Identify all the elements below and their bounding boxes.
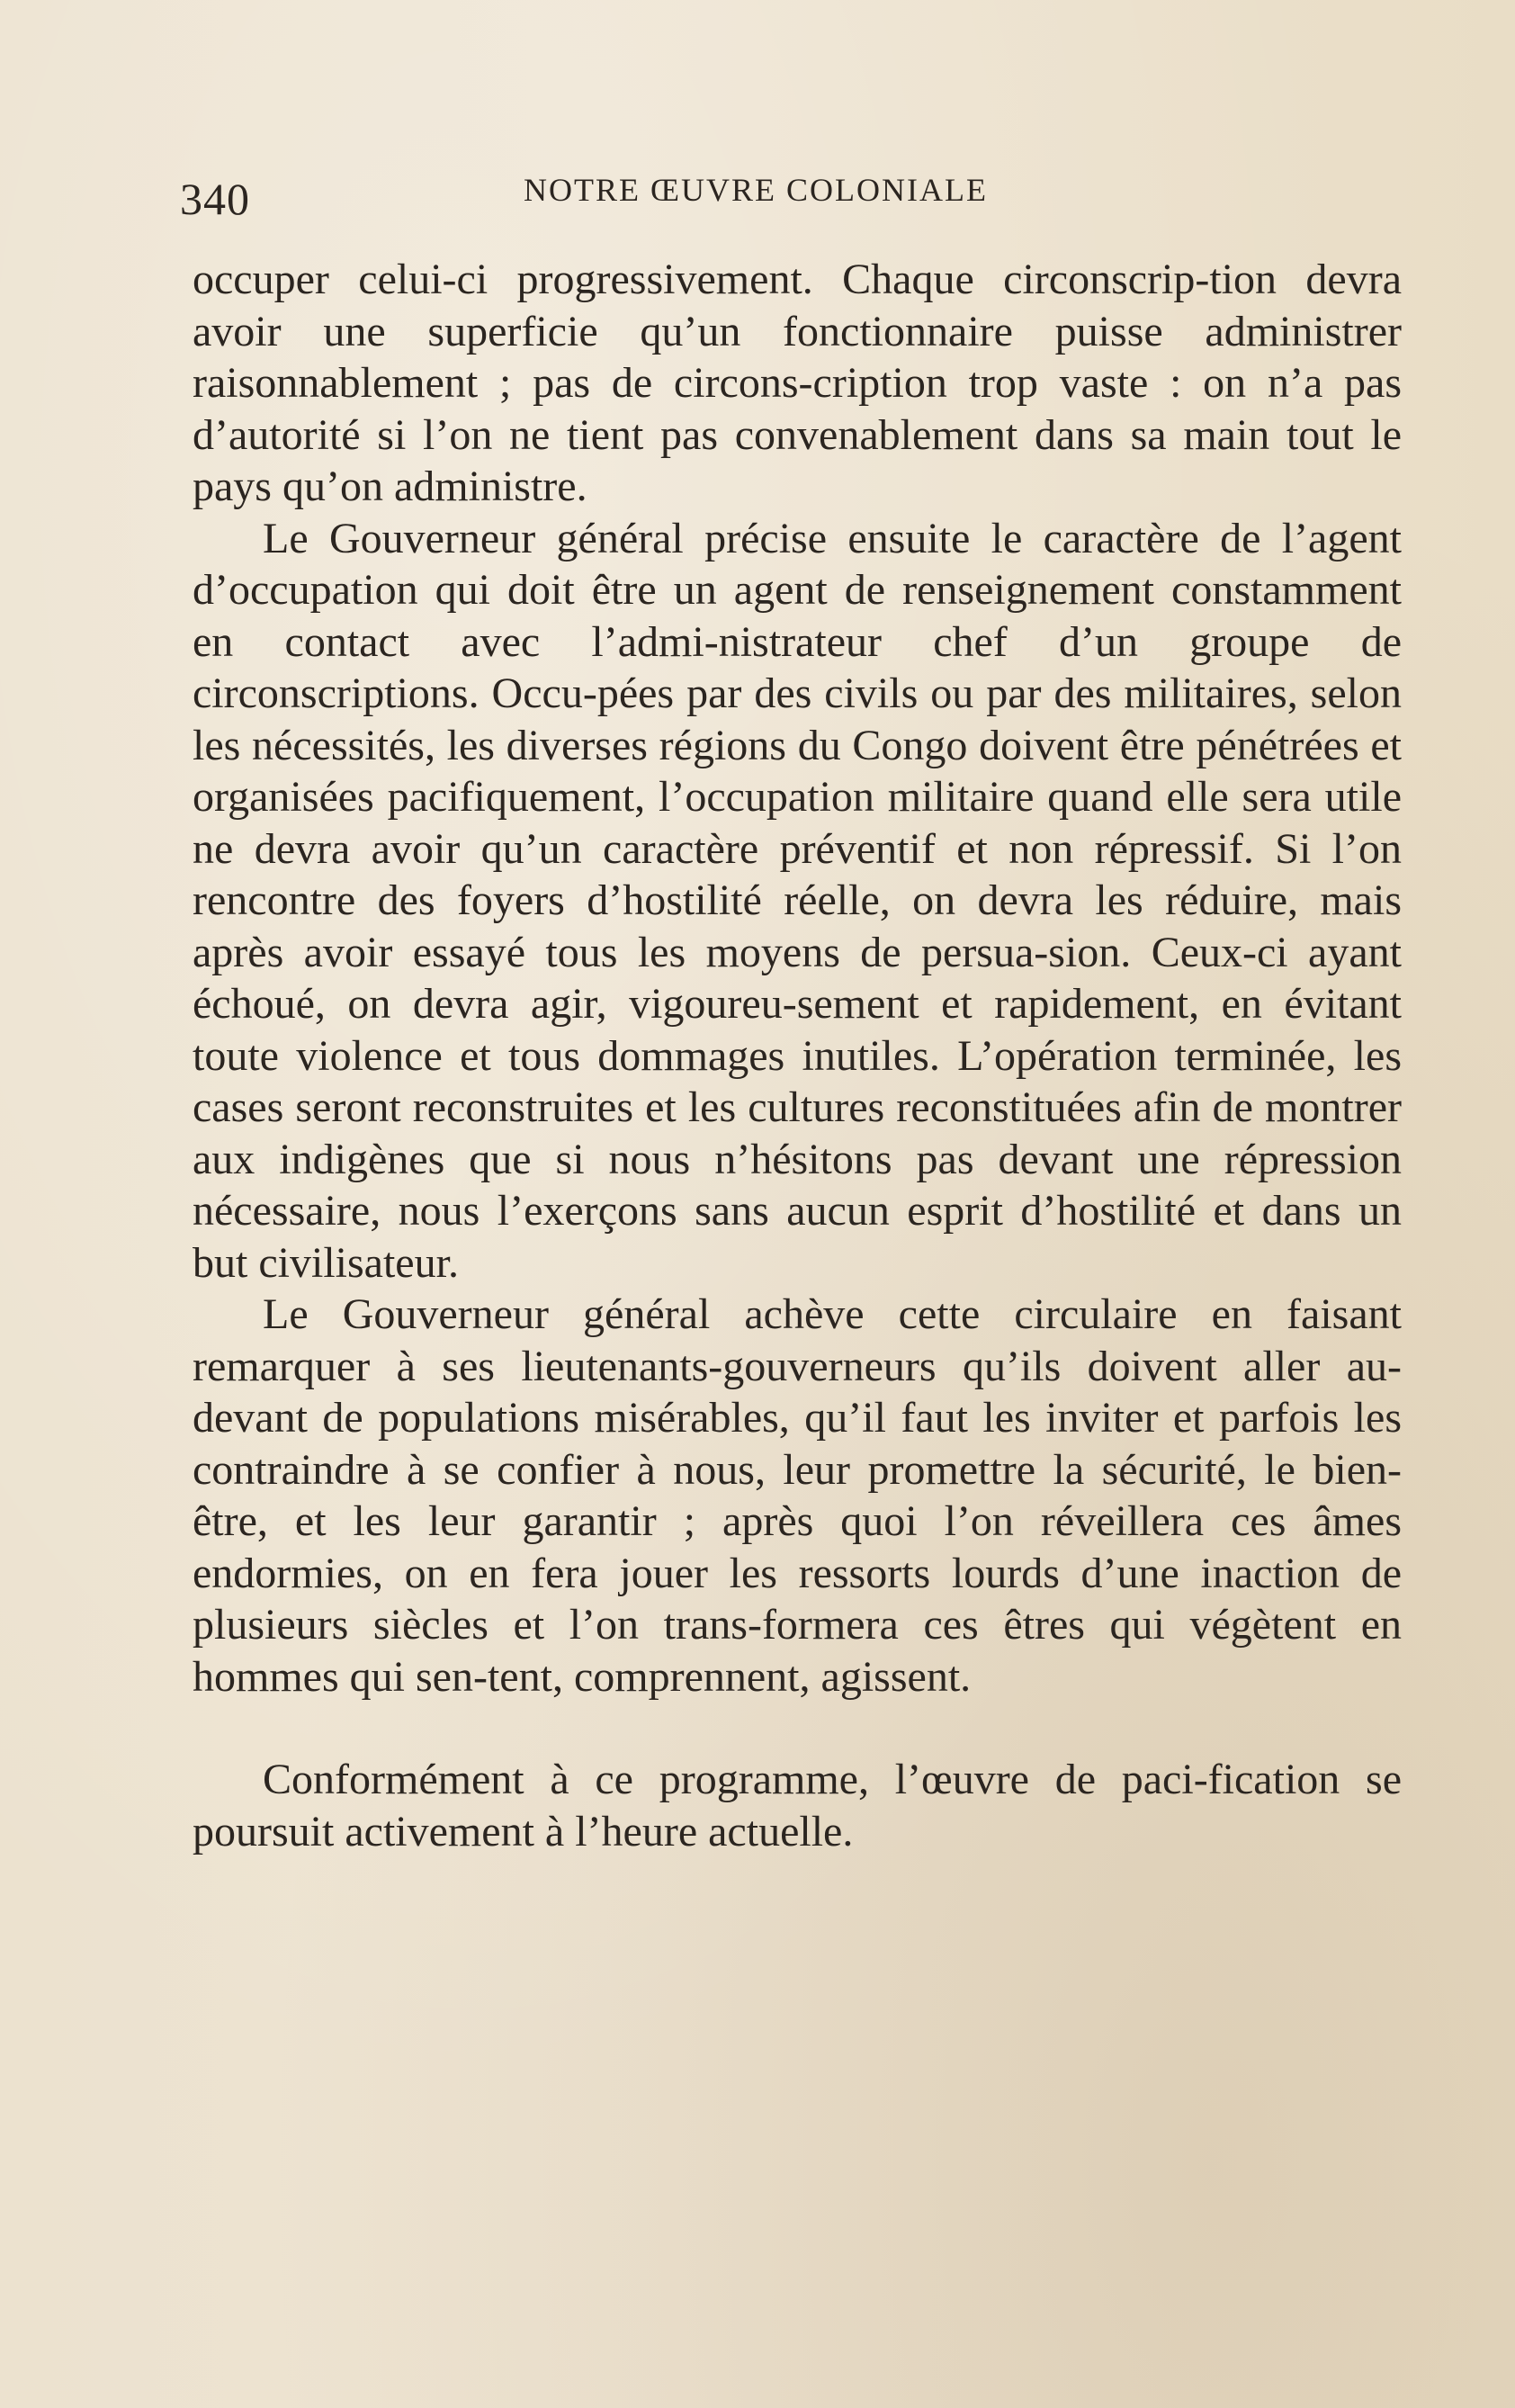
paragraph-agent-occupation: Le Gouverneur général précise ensuite le caractère de l’agent d’occupation qui doit être un agent de renseignement constamment en contact avec l’admi-nistrateur chef d’un groupe de circonscriptions. Occu-pées par des civils ou par des militaires, selon les nécessités, les diverses régions du Congo doivent être pénétrées et organisées pacifiquement, l’occupation militaire quand elle sera utile ne devra avoir qu’un caractère préventif et non répressif. Si l’on rencontre des foyers d’hostilité réelle, on devra les réduire, mais après avoir essayé tous les moyens de persua-sion. Ceux-ci ayant échoué, on devra agir, vigoureu-sement et rapidement, en évitant toute violence et tous dommages inutiles. L’opération terminée, les cases seront reconstruites et les cultures reconstituées afin de montrer aux indigènes que si nous n’hésitons pas devant une répression nécessaire, nous l’exerçons sans aucun esprit d’hostilité et dans un but civilisateur. xyxy=(193,514,1402,1287)
running-head: NOTRE ŒUVRE COLONIALE xyxy=(524,172,988,208)
paragraph-continuation: occuper celui-ci progressivement. Chaque circonscrip-tion devra avoir une superficie qu’un fonctionnaire puisse administrer raisonnablement ; pas de circons-cription trop vaste : on n’a pas d’autorité si l’on ne tient pas convenablement dans sa main tout le pays qu’on administre. xyxy=(193,256,1402,510)
page-number: 340 xyxy=(180,174,250,224)
body-text xyxy=(193,254,1402,1857)
paragraph-circulaire: Le Gouverneur général achève cette circulaire en faisant remarquer à ses lieutenants-gouverneurs qu’ils doivent aller au-devant de populations misérables, qu’il faut les inviter et parfois les contraindre à se confier à nous, leur promettre la sécurité, le bien-être, et les leur garantir ; après quoi l’on réveillera ces âmes endormies, on en fera jouer les ressorts lourds d’une inaction de plusieurs siècles et l’on trans-formera ces êtres qui végètent en hommes qui sen-tent, comprennent, agissent. xyxy=(193,1290,1402,1701)
paragraph-conclusion: Conformément à ce programme, l’œuvre de paci-fication se poursuit activement à l’heure actuelle. xyxy=(193,1756,1402,1855)
